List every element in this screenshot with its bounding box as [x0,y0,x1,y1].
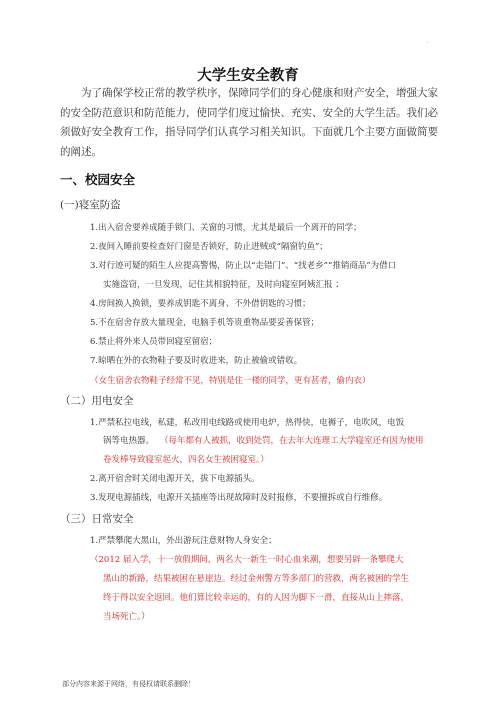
warning-note-continuation: 卷发棒导致寝室起火，四名女生被困寝室。） [103,455,269,465]
page-title: 大学生安全教育 [197,68,299,84]
warning-note-continuation: 终于得以安全返回。他们算比较幸运的，有的人因为脚下一滑，直接从山上摔落， [103,593,410,603]
warning-note-continuation: 黑山的新路，结果被困在悬崖边。经过金州警方等多部门的营救，两名被困的学生 [103,574,410,584]
list-item: 3.对行迹可疑的陌生人应提高警惕，防止以“走错门”、“找老乡”“推销商品”为借口 [90,261,397,271]
footer-disclaimer: 部分内容来源于网络，有侵权请联系删除！ [62,680,195,688]
warning-note: （女生宿舍衣物鞋子经常不见，特别是住一楼的同学，更有甚者，偷内衣） [90,376,371,386]
list-item: 2.夜间入睡前要检查好门窗是否锁好，防止进贼或“隔窗钓鱼”； [90,242,328,252]
list-item: 6.禁止将外来人员带回寝室留宿； [90,337,218,347]
list-item-continuation: 实施盗窃，一旦发现，记住其相貌特征，及时向寝室阿姨汇报 ； [103,280,344,290]
list-item: 1.严禁私拉电线，私建，私改用电线路或使用电炉，热得快，电褥子，电吹风，电饭 [90,418,405,428]
page-corner-mark: . [426,37,429,45]
list-item: 4.房间换人换锁，要养成钥匙不离身、不外借钥匙的习惯； [90,299,311,309]
subsection-heading-electric-safety: （二）用电安全 [60,395,134,407]
subsection-heading-dorm-theft: (一)寝室防盗 [60,199,121,211]
list-item: 1.严禁攀爬大黑山，外出游玩注意财物人身安全； [90,536,277,546]
section-heading-campus-safety: 一、校园安全 [60,172,136,187]
list-item: 3.发现电源插线，电源开关插座等出现故障时及时报修，不要擅拆或自行维修。 [90,493,388,503]
intro-paragraph: 为了确保学校正常的教学秩序，保障同学们的身心健康和财产安全，增强大家的安全防范意识和防范能力，使同学们度过愉快、充实、安全的大学生活。我们必须做好安全教育工作，指导同学们认真学习相关知识。下面就几个主要方面做简要的阐述。 [60,87,438,158]
list-item: 7.晾晒在外的衣物鞋子要及时收进来，防止被偷或错收。 [90,356,303,366]
list-item: 2.离开宿舍时关闭电源开关，拔下电源插头。 [90,474,260,484]
warning-note: （每年都有人被抓，收到处罚，在去年大连理工大学寝室还有因为使用 [160,436,424,446]
list-item: 1.出入宿舍要养成随手锁门、关窗的习惯，尤其是最后一个离开的同学； [90,223,362,233]
warning-note: （2012 届入学，十一放假期间，两名大一新生一时心血来潮，想要另辟一条攀爬大 [90,555,404,565]
warning-note-continuation: 当场死亡。） [103,612,150,622]
list-item: 5.不在宿舍存放大量现金，电脑手机等贵重物品要妥善保管； [90,318,320,328]
list-item-continuation: 锅等电热器。 [103,436,155,446]
subsection-heading-daily-safety: （三）日常安全 [60,513,134,525]
